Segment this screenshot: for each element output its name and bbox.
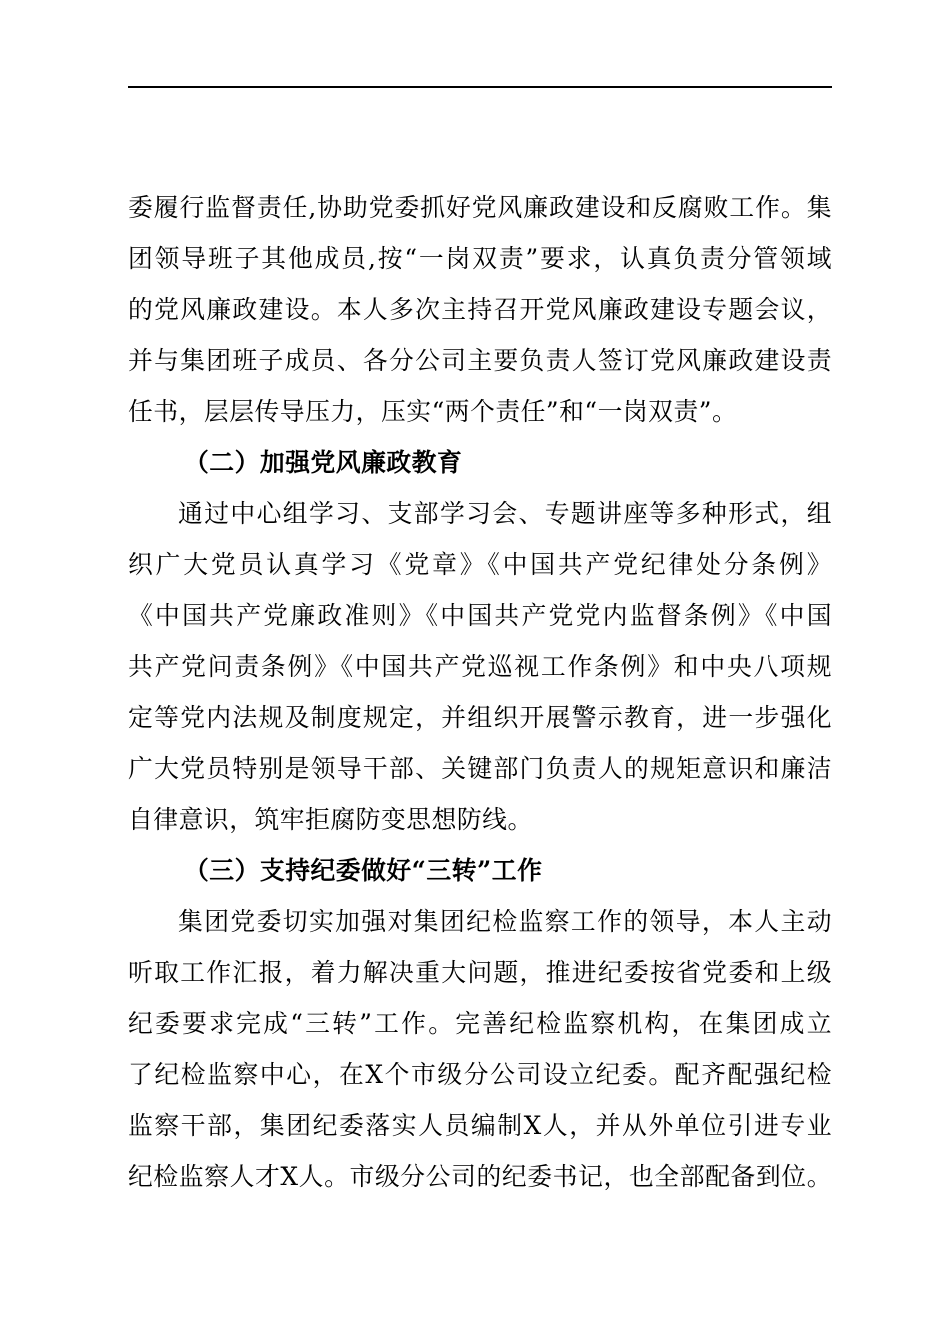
text-line: 的党风廉政建设。本人多次主持召开党风廉政建设专题会议， bbox=[128, 295, 832, 324]
text-line: 《中国共产党廉政准则》《中国共产党党内监督条例》《中国 bbox=[128, 601, 832, 630]
section-heading-three-transformations: （三）支持纪委做好“三转”工作 bbox=[184, 856, 543, 885]
text-line: 集团党委切实加强对集团纪检监察工作的领导，本人主动 bbox=[178, 907, 832, 936]
text-line: 了纪检监察中心，在X个市级分公司设立纪委。配齐配强纪检 bbox=[128, 1060, 832, 1089]
text-line: 织广大党员认真学习《党章》《中国共产党纪律处分条例》 bbox=[128, 550, 832, 579]
document-body bbox=[128, 182, 832, 1202]
text-line: 共产党问责条例》《中国共产党巡视工作条例》和中央八项规 bbox=[128, 652, 832, 681]
text-line: 听取工作汇报，着力解决重大问题，推进纪委按省党委和上级 bbox=[128, 958, 832, 987]
section-heading-education: （二）加强党风廉政教育 bbox=[184, 448, 463, 477]
text-line: 定等党内法规及制度规定，并组织开展警示教育，进一步强化 bbox=[128, 703, 832, 732]
text-line: 纪检监察人才X人。市级分公司的纪委书记，也全部配备到位。 bbox=[128, 1162, 832, 1191]
text-line: 并与集团班子成员、各分公司主要负责人签订党风廉政建设责 bbox=[128, 346, 832, 375]
text-line: 团领导班子其他成员,按“一岗双责”要求，认真负责分管领域 bbox=[128, 244, 832, 273]
text-line: 广大党员特别是领导干部、关键部门负责人的规矩意识和廉洁 bbox=[128, 754, 832, 783]
text-line: 监察干部，集团纪委落实人员编制X人，并从外单位引进专业 bbox=[128, 1111, 832, 1140]
text-line: 纪委要求完成“三转”工作。完善纪检监察机构，在集团成立 bbox=[128, 1009, 832, 1038]
paragraph-education bbox=[128, 488, 832, 845]
header-rule bbox=[128, 86, 832, 88]
text-line: 委履行监督责任,协助党委抓好党风廉政建设和反腐败工作。集 bbox=[128, 193, 832, 222]
paragraph-discipline bbox=[128, 896, 832, 1202]
text-line: 任书，层层传导压力，压实“两个责任”和“一岗双责”。 bbox=[128, 397, 738, 426]
text-line: 自律意识，筑牢拒腐防变思想防线。 bbox=[128, 805, 533, 834]
paragraph-duty bbox=[128, 182, 832, 437]
text-line: 通过中心组学习、支部学习会、专题讲座等多种形式，组 bbox=[178, 499, 832, 528]
